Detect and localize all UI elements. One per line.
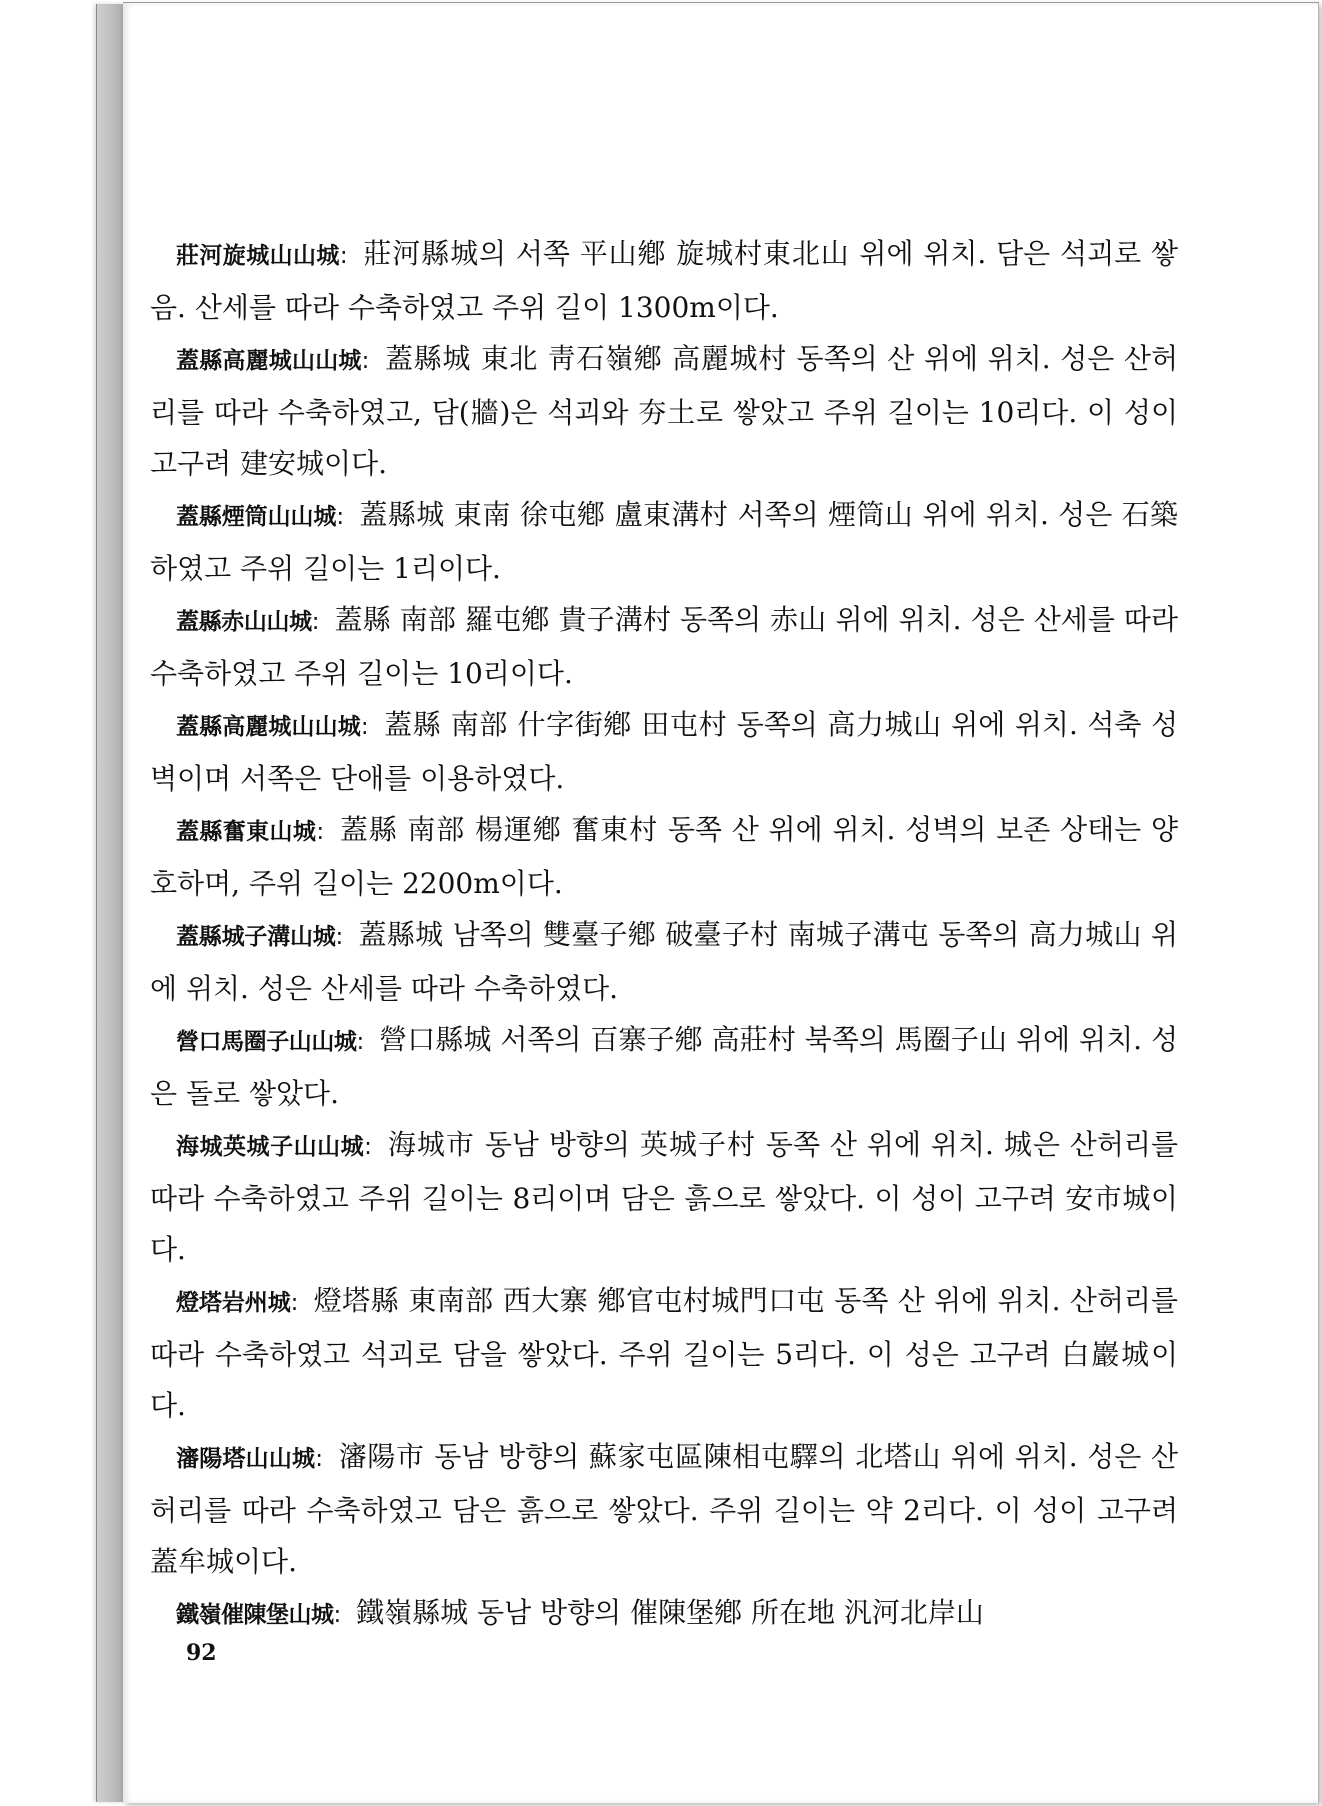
fortress-description: 鐵嶺縣城 동남 방향의 催陳堡鄕 所在地 汎河北岸山 — [356, 1596, 984, 1629]
fortress-entry — [150, 699, 1178, 804]
entry-separator: : — [356, 1029, 365, 1055]
fortress-name: 蓋縣赤山山城 — [176, 609, 312, 635]
page-number: 92 — [186, 1640, 217, 1666]
fortress-name: 蓋縣奮東山城 — [176, 819, 317, 845]
fortress-description: 蓋縣城 東北 靑石嶺鄕 高麗城村 동쪽의 산 위에 위치. 성은 산허리를 따라 수축하였고, 담(牆)은 석괴와 夯土로 쌓았고 주위 길이는 10리다. 이 성이 고구려 建安城이다. — [150, 342, 1179, 480]
fortress-entry — [150, 1431, 1178, 1587]
page-body — [150, 228, 1178, 1641]
fortress-description: 蓋縣 南部 楊運鄕 奮東村 동쪽 산 위에 위치. 성벽의 보존 상태는 양호하며, 주위 길이는 2200m이다. — [150, 813, 1179, 900]
fortress-description: 蓋縣 南部 什字街鄕 田屯村 동쪽의 高力城山 위에 위치. 석축 성벽이며 서쪽은 단애를 이용하였다. — [150, 708, 1178, 795]
fortress-name: 蓋縣煙筒山山城 — [176, 504, 337, 530]
fortress-name: 蓋縣城子溝山城 — [176, 924, 336, 950]
entry-separator: : — [290, 1290, 299, 1316]
fortress-entry — [150, 909, 1178, 1014]
fortress-name: 燈塔岩州城 — [176, 1290, 291, 1316]
fortress-entry — [150, 1275, 1178, 1431]
fortress-description: 燈塔縣 東南部 西大寨 鄕官屯村城門口屯 동쪽 산 위에 위치. 산허리를 따라 수축하였고 석괴로 담을 쌓았다. 주위 길이는 5리다. 이 성은 고구려 白巖城이다. — [150, 1284, 1179, 1422]
fortress-name: 瀋陽塔山山城 — [176, 1446, 316, 1472]
entry-separator: : — [311, 609, 320, 635]
fortress-name: 營口馬圈子山山城 — [176, 1029, 357, 1055]
entry-separator: : — [335, 924, 344, 950]
fortress-entry — [150, 1014, 1178, 1119]
fortress-description: 瀋陽市 동남 방향의 蘇家屯區陳相屯驛의 北塔山 위에 위치. 성은 산허리를 따라 수축하였고 담은 흙으로 쌓았다. 주위 길이는 약 2리다. 이 성이 고구려 蓋牟城이다. — [150, 1440, 1179, 1578]
fortress-entry — [150, 333, 1178, 489]
fortress-description: 蓋縣城 남쪽의 雙臺子鄕 破臺子村 南城子溝屯 동쪽의 高力城山 위에 위치. 성은 산세를 따라 수축하였다. — [150, 918, 1179, 1005]
entry-separator: : — [316, 819, 325, 845]
fortress-name: 莊河旋城山山城 — [176, 243, 340, 269]
fortress-description: 蓋縣 南部 羅屯鄕 貴子溝村 동쪽의 赤山 위에 위치. 성은 산세를 따라 수축하였고 주위 길이는 10리이다. — [150, 603, 1178, 690]
fortress-entry — [150, 804, 1178, 909]
entry-separator: : — [364, 1134, 372, 1160]
entry-separator: : — [333, 1602, 342, 1628]
fortress-description: 莊河縣城의 서쪽 平山鄕 旋城村東北山 위에 위치. 담은 석괴로 쌓음. 산세를 따라 수축하였고 주위 길이 1300m이다. — [150, 237, 1179, 324]
fortress-description: 蓋縣城 東南 徐屯鄕 盧東溝村 서쪽의 煙筒山 위에 위치. 성은 石築하였고 주위 길이는 1리이다. — [150, 498, 1178, 585]
entry-separator: : — [315, 1446, 324, 1472]
entry-separator: : — [361, 348, 370, 374]
fortress-entry — [150, 228, 1178, 333]
entry-separator: : — [360, 714, 369, 740]
fortress-name: 蓋縣高麗城山山城 — [176, 348, 362, 374]
entry-separator: : — [339, 243, 348, 269]
book-spine — [96, 4, 125, 1802]
fortress-entry — [150, 1119, 1178, 1275]
fortress-name: 蓋縣高麗城山山城 — [176, 714, 361, 740]
fortress-entry — [150, 594, 1178, 699]
fortress-description: 營口縣城 서쪽의 百寨子鄕 高莊村 북쪽의 馬圈子山 위에 위치. 성은 돌로 쌓았다. — [150, 1023, 1179, 1110]
fortress-entry — [150, 489, 1178, 594]
fortress-name: 海城英城子山山城 — [176, 1134, 365, 1160]
fortress-description: 海城市 동남 방향의 英城子村 동쪽 산 위에 위치. 城은 산허리를 따라 수축하였고 주위 길이는 8리이며 담은 흙으로 쌓았다. 이 성이 고구려 安市城이다. — [150, 1128, 1179, 1266]
fortress-name: 鐵嶺催陳堡山城 — [176, 1602, 334, 1628]
entry-separator: : — [336, 504, 345, 530]
fortress-entry — [150, 1587, 1178, 1641]
